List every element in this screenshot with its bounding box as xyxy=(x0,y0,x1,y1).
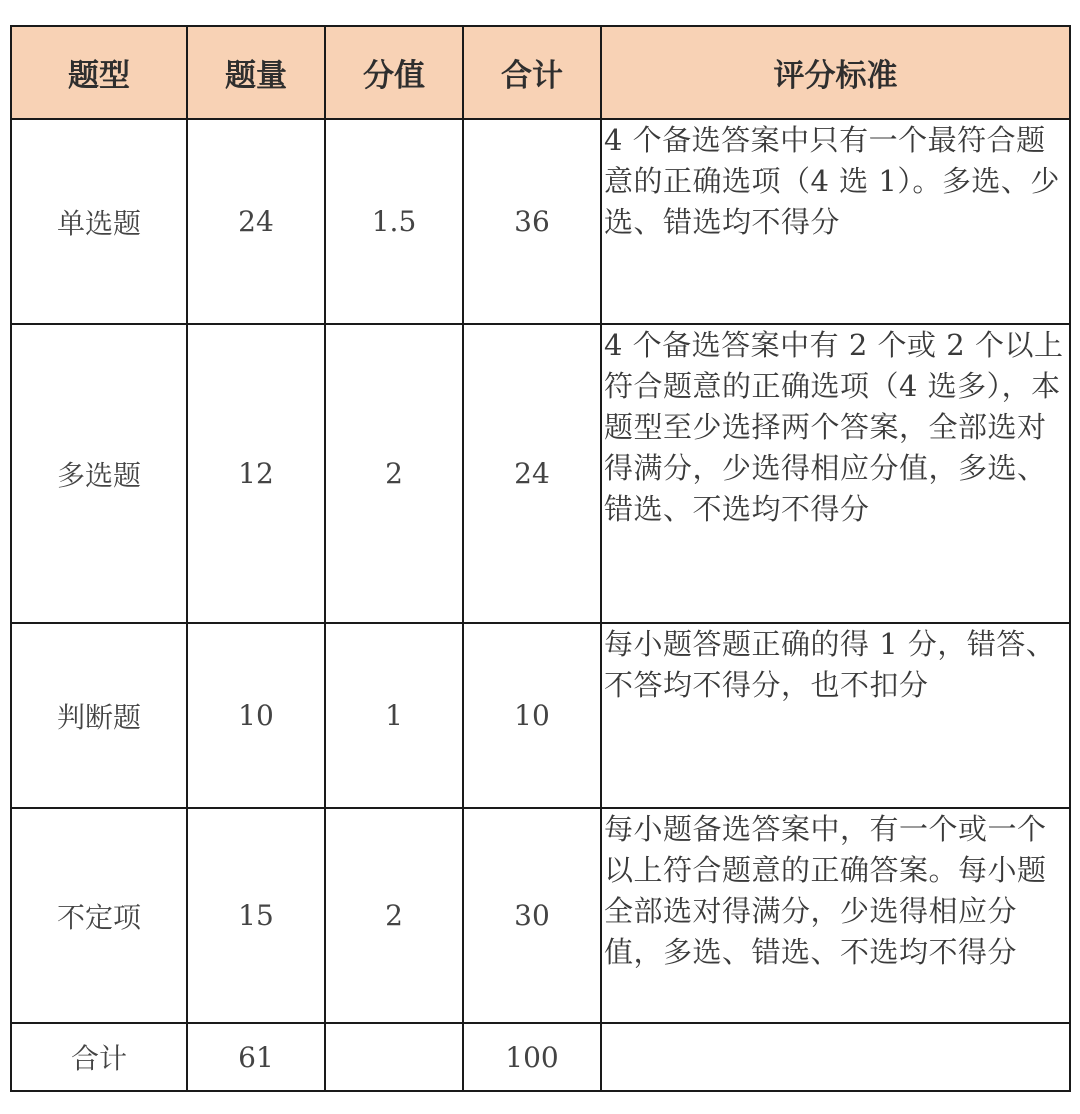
cell-score-value: 1 xyxy=(325,623,463,808)
cell-question-type: 单选题 xyxy=(11,119,187,324)
header-question-count: 题量 xyxy=(187,26,325,119)
cell-question-count: 10 xyxy=(187,623,325,808)
cell-total: 24 xyxy=(463,324,601,623)
cell-total: 36 xyxy=(463,119,601,324)
header-scoring-criteria: 评分标准 xyxy=(601,26,1070,119)
cell-scoring-criteria: 4 个备选答案中有 2 个或 2 个以上符合题意的正确选项（4 选多），本题型至少选择两个答案，全部选对得满分，少选得相应分值，多选、错选、不选均不得分 xyxy=(601,324,1070,623)
cell-total: 10 xyxy=(463,623,601,808)
cell-question-count: 12 xyxy=(187,324,325,623)
table-row xyxy=(11,119,1070,324)
cell-total: 30 xyxy=(463,808,601,1023)
cell-question-count: 15 xyxy=(187,808,325,1023)
table-row-total xyxy=(11,1023,1070,1091)
header-question-type: 题型 xyxy=(11,26,187,119)
cell-score-value xyxy=(325,1023,463,1091)
table-row xyxy=(11,808,1070,1023)
header-score-value: 分值 xyxy=(325,26,463,119)
cell-question-count: 24 xyxy=(187,119,325,324)
cell-total: 100 xyxy=(463,1023,601,1091)
cell-question-type: 判断题 xyxy=(11,623,187,808)
cell-question-type: 多选题 xyxy=(11,324,187,623)
cell-scoring-criteria xyxy=(601,1023,1070,1091)
cell-scoring-criteria: 每小题备选答案中，有一个或一个以上符合题意的正确答案。每小题全部选对得满分，少选得相应分值，多选、错选、不选均不得分 xyxy=(601,808,1070,1023)
cell-score-value: 1.5 xyxy=(325,119,463,324)
header-total: 合计 xyxy=(463,26,601,119)
cell-score-value: 2 xyxy=(325,808,463,1023)
scoring-table xyxy=(10,25,1071,1092)
table-header-row xyxy=(11,26,1070,119)
cell-scoring-criteria: 4 个备选答案中只有一个最符合题意的正确选项（4 选 1）。多选、少选、错选均不得分 xyxy=(601,119,1070,324)
cell-question-type: 不定项 xyxy=(11,808,187,1023)
cell-score-value: 2 xyxy=(325,324,463,623)
cell-scoring-criteria: 每小题答题正确的得 1 分，错答、不答均不得分，也不扣分 xyxy=(601,623,1070,808)
cell-question-count: 61 xyxy=(187,1023,325,1091)
table-row xyxy=(11,623,1070,808)
cell-question-type: 合计 xyxy=(11,1023,187,1091)
table-row xyxy=(11,324,1070,623)
